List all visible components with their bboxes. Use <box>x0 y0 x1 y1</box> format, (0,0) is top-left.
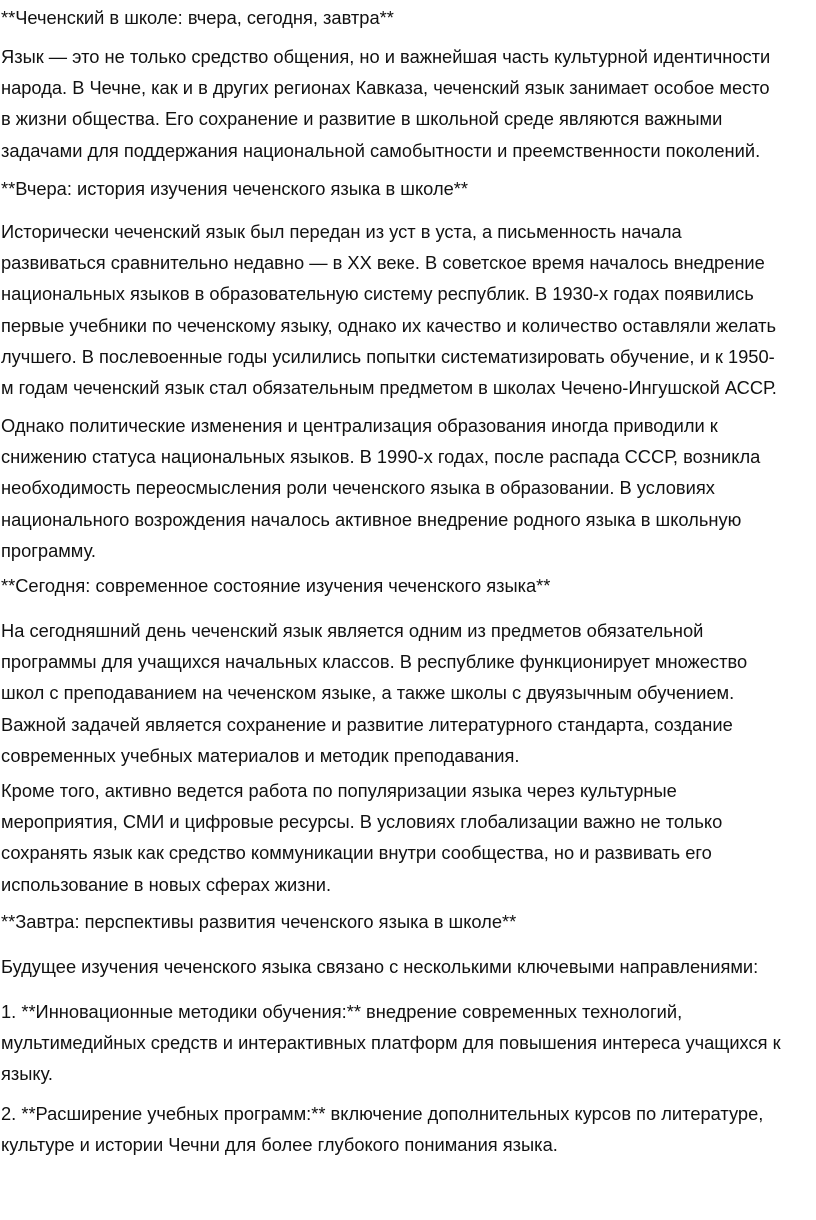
paragraph-line: снижению статуса национальных языков. В 1990-х годах, после распада СССР, возникла <box>1 446 761 468</box>
paragraph-line: м годам чеченский язык стал обязательным предметом в школах Чечено-Ингушской АССР. <box>1 376 777 398</box>
paragraph-line: мультимедийных средств и интерактивных платформ для повышения интереса учащихся к <box>1 1032 781 1054</box>
paragraph-line: национальных языков в образовательную систему республик. В 1930-х годах появились <box>1 283 754 305</box>
heading-line: **Сегодня: современное состояние изучения чеченского языка** <box>1 575 551 596</box>
title-line: **Чеченский в школе: вчера, сегодня, завтра** <box>1 7 394 28</box>
section-heading-today <box>1 570 816 601</box>
paragraph-line: культуре и истории Чечни для более глубокого понимания языка. <box>1 1134 558 1156</box>
heading-line: **Завтра: перспективы развития чеченского языка в школе** <box>1 911 517 932</box>
paragraph-line: лучшего. В послевоенные годы усилились попытки систематизировать обучение, и к 1950- <box>1 345 775 367</box>
paragraph-line: развиваться сравнительно недавно — в XX веке. В советское время началось внедрение <box>1 252 765 274</box>
section-heading-yesterday <box>1 173 816 204</box>
paragraph-line: первые учебники по чеченскому языку, однако их качество и количество оставляли желать <box>1 314 777 336</box>
yesterday-paragraph-1 <box>1 216 816 403</box>
document-title <box>1 2 816 33</box>
list-item-2 <box>1 1098 816 1160</box>
paragraph-line: народа. В Чечне, как и в других регионах Кавказа, чеченский язык занимает особое место <box>1 77 770 99</box>
paragraph-line: Исторически чеченский язык был передан из уст в уста, а письменность начала <box>1 221 682 242</box>
paragraph-line: задачами для поддержания национальной самобытности и преемственности поколений. <box>1 139 761 161</box>
heading-line: **Вчера: история изучения чеченского языка в школе** <box>1 178 469 199</box>
paragraph-line: в жизни общества. Его сохранение и развитие в школьной среде являются важными <box>1 108 723 130</box>
paragraph-line: Кроме того, активно ведется работа по популяризации языка через культурные <box>1 780 677 801</box>
today-paragraph-1 <box>1 615 816 771</box>
list-item-1 <box>1 996 816 1090</box>
paragraph-line: современных учебных материалов и методик преподавания. <box>1 744 520 766</box>
paragraph-line: Важной задачей является сохранение и развитие литературного стандарта, создание <box>1 713 733 735</box>
paragraph-line: языку. <box>1 1063 54 1085</box>
section-heading-tomorrow <box>1 906 816 937</box>
today-paragraph-2 <box>1 775 816 900</box>
paragraph-line: Однако политические изменения и централизация образования иногда приводили к <box>1 415 718 436</box>
paragraph-line: программы для учащихся начальных классов. В республике функционирует множество <box>1 651 748 673</box>
intro-paragraph <box>1 41 816 166</box>
paragraph-line: Будущее изучения чеченского языка связано с несколькими ключевыми направлениями: <box>1 956 759 977</box>
paragraph-line: 1. **Инновационные методики обучения:** внедрение современных технологий, <box>1 1001 683 1022</box>
paragraph-line: 2. **Расширение учебных программ:** включение дополнительных курсов по литературе, <box>1 1103 764 1124</box>
paragraph-line: национального возрождения началось активное внедрение родного языка в школьную <box>1 508 742 530</box>
paragraph-line: Язык — это не только средство общения, но и важнейшая часть культурной идентичности <box>1 46 771 67</box>
paragraph-line: школ с преподаванием на чеченском языке, а также школы с двуязычным обучением. <box>1 682 735 704</box>
paragraph-line: использование в новых сферах жизни. <box>1 873 332 895</box>
paragraph-line: На сегодняшний день чеченский язык является одним из предметов обязательной <box>1 620 704 641</box>
paragraph-line: мероприятия, СМИ и цифровые ресурсы. В условиях глобализации важно не только <box>1 811 723 833</box>
paragraph-line: сохранять язык как средство коммуникации внутри сообщества, но и развивать его <box>1 842 712 864</box>
tomorrow-intro <box>1 951 816 982</box>
yesterday-paragraph-2 <box>1 410 816 566</box>
paragraph-line: необходимость переосмысления роли чеченского языка в образовании. В условиях <box>1 477 715 499</box>
paragraph-line: программу. <box>1 539 96 561</box>
